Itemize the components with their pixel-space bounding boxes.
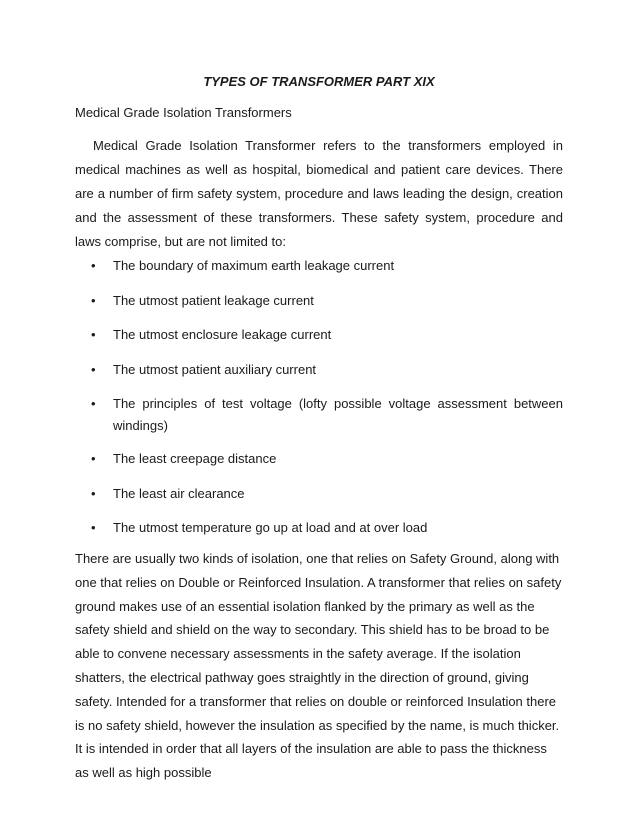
list-item — [75, 517, 563, 539]
list-item — [75, 290, 563, 312]
list-item — [75, 324, 563, 346]
list-item-text: The utmost enclosure leakage current — [113, 327, 332, 342]
bullet-icon: • — [91, 520, 96, 535]
list-item — [75, 483, 563, 505]
list-item-text: The boundary of maximum earth leakage current — [113, 258, 395, 273]
bullet-icon: • — [91, 451, 96, 466]
intro-paragraph: Medical Grade Isolation Transformer refers to the transformers employed in medical machines as well as hospital, biomedical and patient care devices. There are a number of firm safety system, procedure and laws leading the design, creation and the assessment of these transformers. These safety system, procedure and laws comprise, but are not limited to: — [75, 138, 563, 249]
list-item — [75, 448, 563, 470]
list-item-text: The utmost temperature go up at load and at over load — [113, 520, 428, 535]
section-heading: Medical Grade Isolation Transformers — [75, 105, 292, 120]
bullet-icon: • — [91, 361, 96, 377]
list-item-text: The least air clearance — [113, 485, 245, 501]
bullet-icon: • — [91, 327, 96, 342]
list-item-text: The least creepage distance — [113, 451, 277, 466]
list-item-text: The utmost patient auxiliary current — [113, 361, 317, 377]
list-item-text: The principles of test voltage (lofty possible voltage assessment between windings) — [113, 396, 563, 433]
bullet-icon: • — [91, 396, 96, 411]
list-item — [75, 393, 563, 437]
isolation-paragraph: There are usually two kinds of isolation, one that relies on Safety Ground, along with one that relies on Double or Reinforced Insulation. A transformer that relies on safety ground makes use of an essential isolation flanked by the primary as well as the safety shield and shield on the way to secondary. This shield has to be broad to be able to convene necessary assessments in the safety average. If the isolation shatters, the electrical pathway goes straightly in the direction of ground, giving safety. Intended for a transformer that relies on double or reinforced Insulation there is no safety shield, however the insulation as specified by the name, is much thicker. It is intended in order that all layers of the insulation are able to pass the thickness as well as high possible — [75, 551, 562, 781]
list-item-text: The utmost patient leakage current — [113, 292, 314, 308]
bullet-icon: • — [91, 485, 96, 501]
bullet-icon: • — [91, 258, 96, 273]
requirements-list — [75, 255, 563, 552]
bullet-icon: • — [91, 292, 96, 308]
list-item — [75, 255, 563, 277]
list-item — [75, 359, 563, 381]
document-title: TYPES OF TRANSFORMER PART XIX — [203, 74, 435, 89]
